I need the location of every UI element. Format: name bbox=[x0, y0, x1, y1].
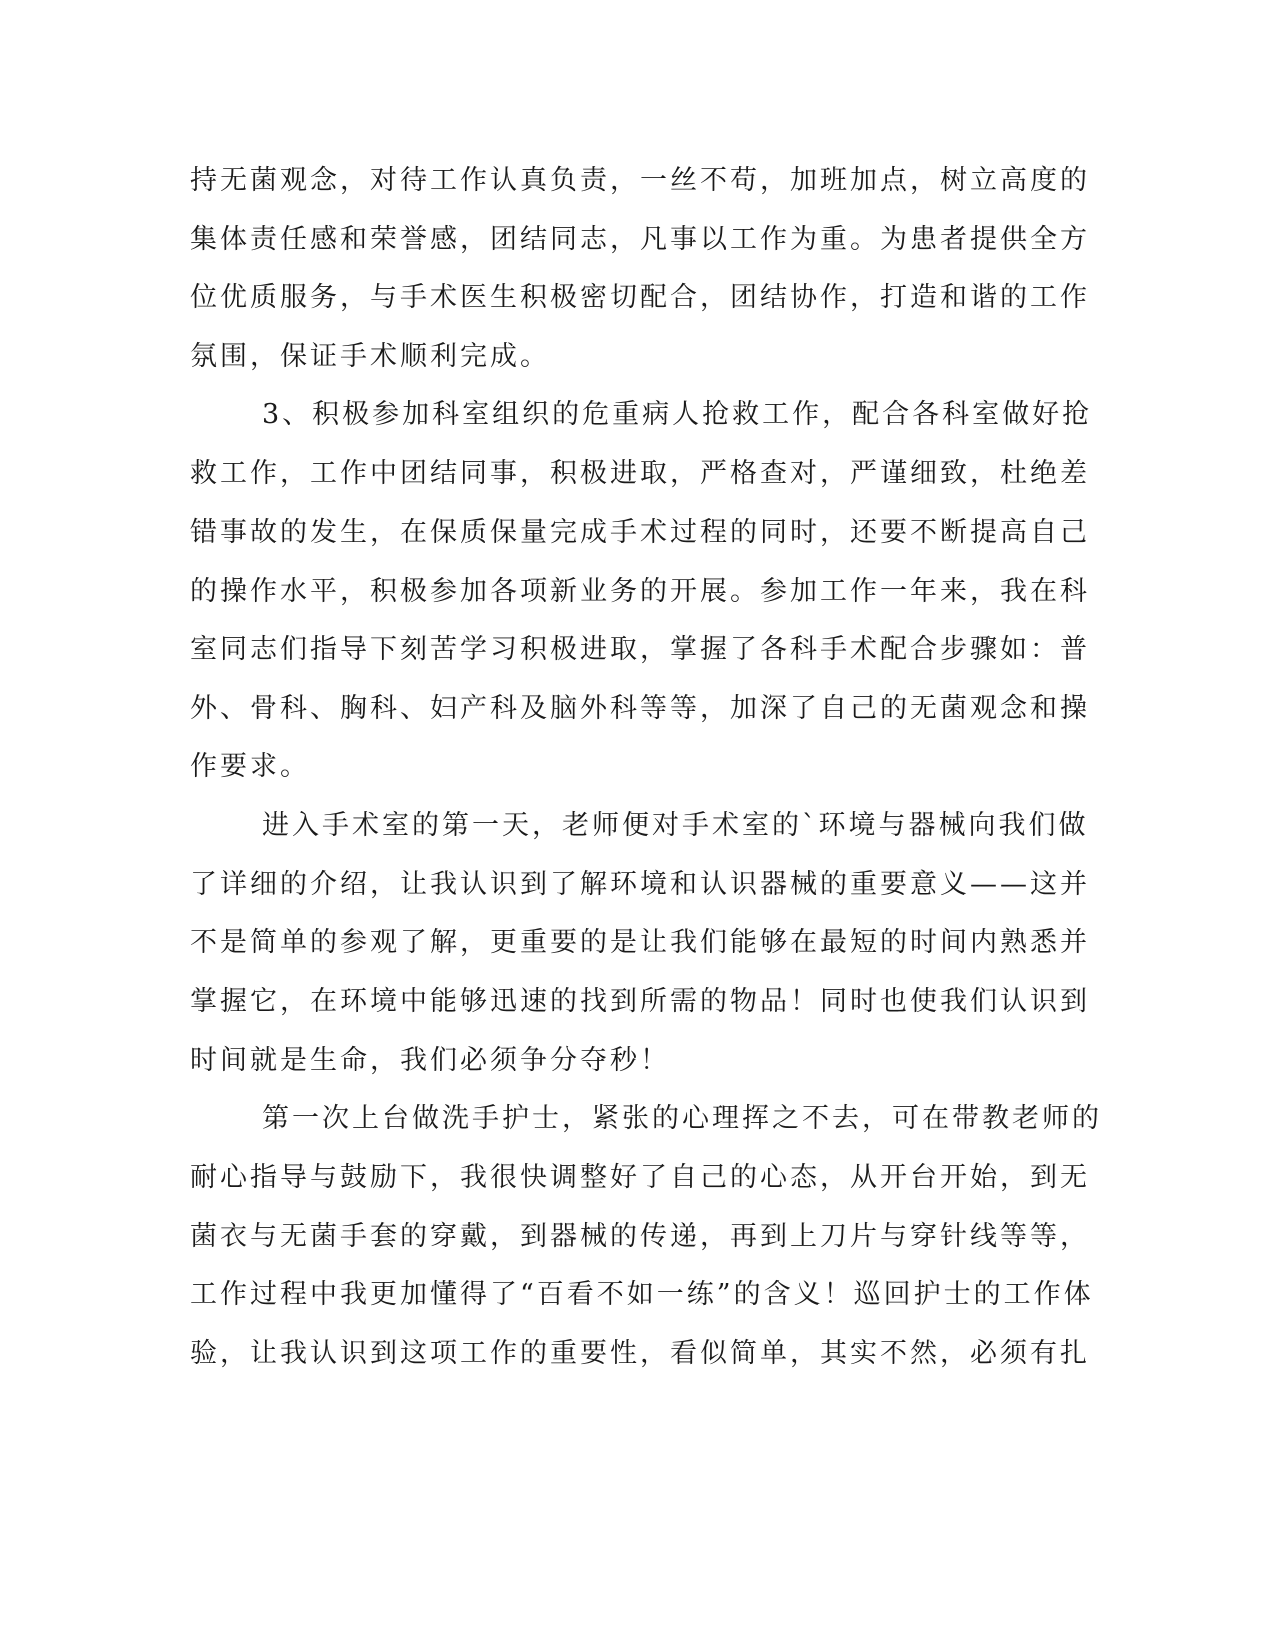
text-line: 工作过程中我更加懂得了“百看不如一练”的含义！巡回护士的工作体 bbox=[190, 1279, 1094, 1310]
text-line: 菌衣与无菌手套的穿戴，到器械的传递，再到上刀片与穿针线等等， bbox=[190, 1221, 1090, 1252]
text-line: 氛围，保证手术顺利完成。 bbox=[190, 341, 550, 372]
text-line: 掌握它，在环境中能够迅速的找到所需的物品！同时也使我们认识到 bbox=[190, 986, 1090, 1017]
text-line: 集体责任感和荣誉感，团结同志，凡事以工作为重。为患者提供全方 bbox=[190, 224, 1090, 255]
text-line: 第一次上台做洗手护士，紧张的心理挥之不去，可在带教老师的 bbox=[262, 1103, 1102, 1134]
text-line: 3、积极参加科室组织的危重病人抢救工作，配合各科室做好抢 bbox=[262, 399, 1093, 430]
text-line: 作要求。 bbox=[190, 751, 310, 782]
text-line: 不是简单的参观了解，更重要的是让我们能够在最短的时间内熟悉并 bbox=[190, 927, 1090, 958]
text-line: 耐心指导与鼓励下，我很快调整好了自己的心态，从开台开始，到无 bbox=[190, 1162, 1090, 1193]
text-line: 时间就是生命，我们必须争分夺秒！ bbox=[190, 1045, 670, 1076]
text-line: 位优质服务，与手术医生积极密切配合，团结协作，打造和谐的工作 bbox=[190, 282, 1090, 313]
text-line: 进入手术室的第一天，老师便对手术室的`环境与器械向我们做 bbox=[262, 810, 1089, 841]
text-line: 错事故的发生，在保质保量完成手术过程的同时，还要不断提高自己 bbox=[190, 517, 1090, 548]
text-line: 外、骨科、胸科、妇产科及脑外科等等，加深了自己的无菌观念和操 bbox=[190, 693, 1090, 724]
text-line: 持无菌观念，对待工作认真负责，一丝不苟，加班加点，树立高度的 bbox=[190, 165, 1090, 196]
text-line: 室同志们指导下刻苦学习积极进取，掌握了各科手术配合步骤如：普 bbox=[190, 634, 1090, 665]
text-line: 救工作，工作中团结同事，积极进取，严格查对，严谨细致，杜绝差 bbox=[190, 458, 1090, 489]
text-line: 验，让我认识到这项工作的重要性，看似简单，其实不然，必须有扎 bbox=[190, 1338, 1090, 1369]
text-line: 的操作水平，积极参加各项新业务的开展。参加工作一年来，我在科 bbox=[190, 576, 1090, 607]
text-line: 了详细的介绍，让我认识到了解环境和认识器械的重要意义——这并 bbox=[190, 869, 1090, 900]
